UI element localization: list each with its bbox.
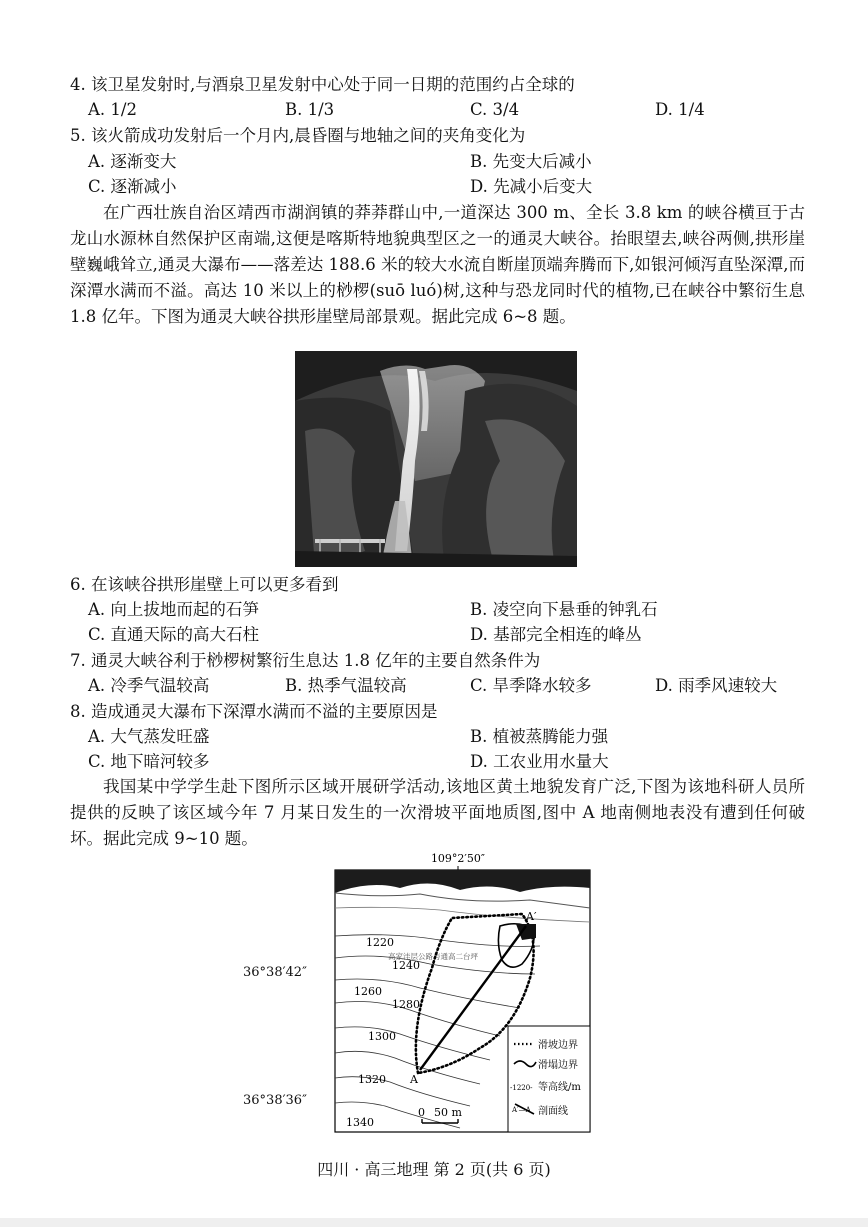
q5-option-a: A. 逐渐变大 [88,152,177,171]
bottom-strip [0,1218,868,1227]
q8-option-b: B. 植被蒸腾能力强 [470,727,609,746]
scale-label: 50 m [434,1106,462,1119]
contour-label-1240: 1240 [392,959,420,972]
legend-section-label: 剖面线 [538,1106,568,1117]
contour-label-1320: 1320 [358,1073,386,1086]
point-a-prime-label: A′ [526,910,537,923]
q7-option-b: B. 热季气温较高 [285,676,407,695]
page-footer: 四川 · 高三地理 第 2 页(共 6 页) [317,1160,551,1179]
q8-stem: 8. 造成通灵大瀑布下深潭水满而不溢的主要原因是 [70,702,438,721]
contour-label-1220: 1220 [366,936,394,949]
road-label: 高家洼层公路与通高二台坪 [388,952,478,961]
legend-contour-label: 等高线/m [538,1082,581,1093]
q7-option-d: D. 雨季风速较大 [655,676,778,695]
legend-contour-sample: -1220- [510,1084,533,1092]
contour-label-1340: 1340 [346,1116,374,1129]
q4-option-a: A. 1/2 [88,100,137,119]
landslide-geologic-map [300,848,600,1138]
q8-option-d: D. 工农业用水量大 [470,752,609,771]
point-a-label: A [410,1073,418,1086]
q7-stem: 7. 通灵大峡谷利于桫椤树繁衍生息达 1.8 亿年的主要自然条件为 [70,651,541,670]
q4-option-c: C. 3/4 [470,100,520,119]
q7-option-a: A. 冷季气温较高 [88,676,210,695]
q4-option-d: D. 1/4 [655,100,705,119]
q8-option-a: A. 大气蒸发旺盛 [88,727,210,746]
map-latitude-top-label: 36°38′42″ [243,965,307,980]
contour-label-1280: 1280 [392,998,420,1011]
q6-stem: 6. 在该峡谷拱形崖壁上可以更多看到 [70,575,339,594]
q5-option-b: B. 先变大后减小 [470,152,592,171]
scale-zero: 0 [418,1106,425,1119]
canyon-waterfall-photo [295,351,577,567]
q6-option-c: C. 直通天际的高大石柱 [88,625,260,644]
q5-stem: 5. 该火箭成功发射后一个月内,晨昏圈与地轴之间的夹角变化为 [70,126,526,145]
passage-tongling-canyon: 在广西壮族自治区靖西市湖润镇的莽莽群山中,一道深达 300 m、全长 3.8 km 的峡谷横亘于古龙山水源林自然保护区南端,这便是喀斯特地貌典型区之一的通灵大峡谷。抬眼望去,峡谷两侧,拱形崖壁巍峨耸立,通灵大瀑布——落差达 188.6 米的较大水流自断崖顶端奔腾而下,如银河倾泻直坠深潭,而深潭水满而不溢。高达 10 米以上的桫椤(suō luó)树,这种与恐龙同时代的植物,已在峡谷中繁衍生息 1.8 亿年。下图为通灵大峡谷拱形崖壁局部景观。据此完成 6~8 题。 [70,203,805,326]
q4-stem: 4. 该卫星发射时,与酒泉卫星发射中心处于同一日期的范围约占全球的 [70,75,575,94]
passage-landslide: 我国某中学学生赴下图所示区域开展研学活动,该地区黄土地貌发育广泛,下图为该地科研人员所提供的反映了该区域今年 7 月某日发生的一次滑坡平面地质图,图中 A 地南侧地表没有遭到任何破坏。据此完成 9~10 题。 [70,777,805,848]
map-longitude-label: 109°2′50″ [430,852,486,865]
q4-option-b: B. 1/3 [285,100,335,119]
q7-option-c: C. 旱季降水较多 [470,676,592,695]
legend-collapse-boundary: 滑塌边界 [538,1060,578,1071]
q5-option-d: D. 先减小后变大 [470,177,593,196]
contour-label-1300: 1300 [368,1030,396,1043]
contour-label-1260: 1260 [354,985,382,998]
legend-slide-boundary: 滑坡边界 [538,1040,578,1051]
q6-option-b: B. 凌空向下悬垂的钟乳石 [470,600,658,619]
map-latitude-bottom-label: 36°38′36″ [243,1093,307,1108]
q5-option-c: C. 逐渐减小 [88,177,177,196]
q6-option-a: A. 向上拔地而起的石笋 [88,600,259,619]
legend-section-sample: A′—A [512,1106,531,1114]
q8-option-c: C. 地下暗河较多 [88,752,210,771]
q6-option-d: D. 基部完全相连的峰丛 [470,625,642,644]
